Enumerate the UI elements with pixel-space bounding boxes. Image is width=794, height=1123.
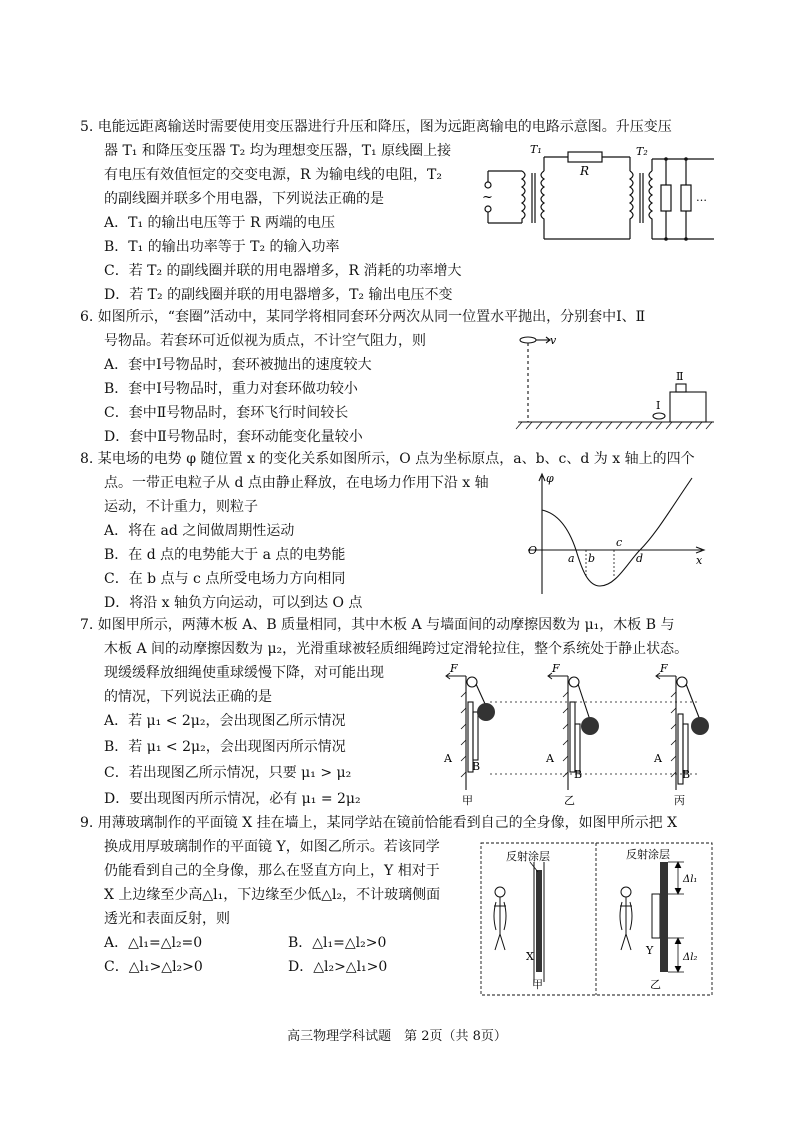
q7-figure-yi-caption: 乙 [564, 794, 575, 807]
q5-line-2: 器 T₁ 和降压变压器 T₂ 均为理想变压器，T₁ 原线圈上接 [104, 143, 452, 159]
q6-option-d: D．套中Ⅱ号物品时，套环动能变化量较小 [104, 429, 363, 445]
q7-board-figures [430, 662, 720, 808]
q9-figure-yi-caption: 乙 [650, 978, 661, 991]
q7-board-a-label-yi: A [546, 752, 554, 765]
q8-phi-axis-label: φ [546, 472, 554, 485]
q8-option-a: A．将在 ad 之间做周期性运动 [104, 523, 295, 539]
q7-board-b-label-jia: B [472, 760, 481, 773]
q6-velocity-label: v [550, 334, 557, 347]
q9-delta-l1-label: Δl₁ [683, 874, 698, 885]
q9-delta-l2-label: Δl₂ [683, 952, 698, 963]
q7-option-c: C．若出现图乙所示情况，只要 μ₁ > μ₂ [104, 765, 352, 781]
q9-option-b: B．△l₁=△l₂>0 [288, 935, 387, 951]
q7-option-a: A．若 μ₁ < 2μ₂，会出现图乙所示情况 [104, 713, 346, 729]
q5-option-c: C．若 T₂ 的副线圈并联的用电器增多，R 消耗的功率增大 [104, 263, 462, 279]
q9-option-a: A．△l₁=△l₂=0 [104, 935, 203, 951]
q8-x-axis-label: x [696, 554, 703, 567]
q9-line-1: 9. 用薄玻璃制作的平面镜 X 挂在墙上，某同学站在镜前恰能看到自己的全身像，如图甲所示把 X [80, 815, 678, 831]
q5-line-1: 5. 电能远距离输送时需要使用变压器进行升压和降压，图为远距离输电的电路示意图。升压变压 [80, 119, 672, 135]
q8-point-a-label: a [568, 552, 575, 565]
q8-point-d-label: d [636, 552, 644, 565]
q6-option-a: A．套中Ⅰ号物品时，套环被抛出的速度较大 [104, 357, 372, 373]
q7-option-b: B．若 μ₁ < 2μ₂，会出现图丙所示情况 [104, 739, 346, 755]
q9-mirror-figure [480, 842, 714, 998]
q6-option-b: B．套中Ⅰ号物品时，重力对套环做功较小 [104, 381, 358, 397]
q7-figure-jia-caption: 甲 [462, 794, 473, 807]
q8-option-d: D．将沿 x 轴负方向运动，可以到达 O 点 [104, 595, 363, 611]
q8-potential-graph [520, 470, 710, 598]
q6-line-2: 号物品。若套环可近似视为质点，不计空气阻力，则 [104, 333, 426, 349]
q5-source-label: ~ [482, 190, 493, 205]
q7-line-4: 的情况，下列说法正确的是 [104, 689, 272, 705]
q8-line-1: 8. 某电场的电势 φ 随位置 x 的变化关系如图所示，O 点为坐标原点，a、b、c、d 为 x 轴上的四个 [80, 451, 695, 467]
q5-line-4: 的副线圈并联多个用电器，下列说法正确的是 [104, 191, 384, 207]
q7-option-d: D．要出现图丙所示情况，必有 μ₁ = 2μ₂ [104, 791, 361, 807]
q9-coating-label-yi: 反射涂层 [626, 848, 670, 861]
q5-circuit-figure [480, 145, 720, 245]
q7-line-1: 7. 如图甲所示，两薄木板 A、B 质量相同，其中木板 A 与墙面间的动摩擦因数为 μ₁，木板 B 与 [80, 617, 675, 633]
q8-point-c-label: c [616, 536, 623, 549]
q9-line-3: 仍能看到自己的全身像，那么在竖直方向上，Y 相对于 [104, 863, 440, 879]
q8-line-3: 运动，不计重力，则粒子 [104, 499, 258, 515]
q8-option-b: B．在 d 点的电势能大于 a 点的电势能 [104, 547, 346, 563]
q7-figure-bing-caption: 丙 [674, 794, 685, 807]
q9-line-4: X 上边缘至少高△l₁，下边缘至少低△l₂，不计玻璃侧面 [104, 887, 441, 903]
q5-dots-label: … [696, 191, 707, 204]
q6-line-1: 6. 如图所示，“套圈”活动中，某同学将相同套环分两次从同一位置水平抛出，分别套中Ⅰ、Ⅱ [80, 309, 646, 325]
q8-point-b-label: b [588, 552, 596, 565]
q5-line-3: 有电压有效值恒定的交变电源，R 为输电线的电阻，T₂ [104, 167, 442, 183]
q8-line-2: 点。一带正电粒子从 d 点由静止释放，在电场力作用下沿 x 轴 [104, 475, 489, 491]
q9-line-2: 换成用厚玻璃制作的平面镜 Y，如图乙所示。若该同学 [104, 839, 440, 855]
q6-item-ii-label: Ⅱ [676, 370, 684, 383]
q8-origin-label: O [528, 544, 538, 557]
q7-board-a-label-jia: A [444, 752, 452, 765]
q5-option-b: B．T₁ 的输出功率等于 T₂ 的输入功率 [104, 239, 340, 255]
q7-line-2: 木板 A 间的动摩擦因数为 μ₂，光滑重球被轻质细绳跨过定滑轮拉住，整个系统处于静止状态。 [104, 641, 689, 657]
q7-board-b-label-yi: B [574, 768, 583, 781]
q6-item-i-label: Ⅰ [656, 399, 661, 412]
q7-line-3: 现缓缓释放细绳使重球缓慢下降，对可能出现 [104, 665, 384, 681]
q5-option-d: D．若 T₂ 的副线圈并联的用电器增多，T₂ 输出电压不变 [104, 287, 453, 303]
q7-force-label-bing: F [660, 662, 668, 675]
q5-t1-label: T₁ [530, 145, 542, 156]
page-footer: 高三物理学科试题 第 2页（共 8页） [287, 1029, 507, 1044]
q6-ring-toss-figure [510, 330, 720, 435]
q5-r-label: R [580, 164, 590, 178]
q7-force-label-jia: F [450, 662, 458, 675]
q5-t2-label: T₂ [636, 145, 648, 158]
q9-figure-jia-caption: 甲 [532, 978, 543, 991]
q7-board-a-label-bing: A [654, 752, 662, 765]
q9-option-d: D．△l₂>△l₁>0 [288, 959, 388, 975]
q9-line-5: 透光和表面反射，则 [104, 911, 230, 927]
q6-option-c: C．套中Ⅱ号物品时，套环飞行时间较长 [104, 405, 349, 421]
q5-option-a: A．T₁ 的输出电压等于 R 两端的电压 [104, 215, 335, 231]
q9-option-c: C．△l₁>△l₂>0 [104, 959, 203, 975]
q7-force-label-yi: F [552, 662, 560, 675]
q7-board-b-label-bing: B [682, 768, 691, 781]
q8-option-c: C．在 b 点与 c 点所受电场力方向相同 [104, 571, 346, 587]
q9-coating-label-jia: 反射涂层 [506, 850, 550, 863]
q9-mirror-x-label: X [526, 950, 534, 963]
q9-mirror-y-label: Y [646, 944, 654, 957]
